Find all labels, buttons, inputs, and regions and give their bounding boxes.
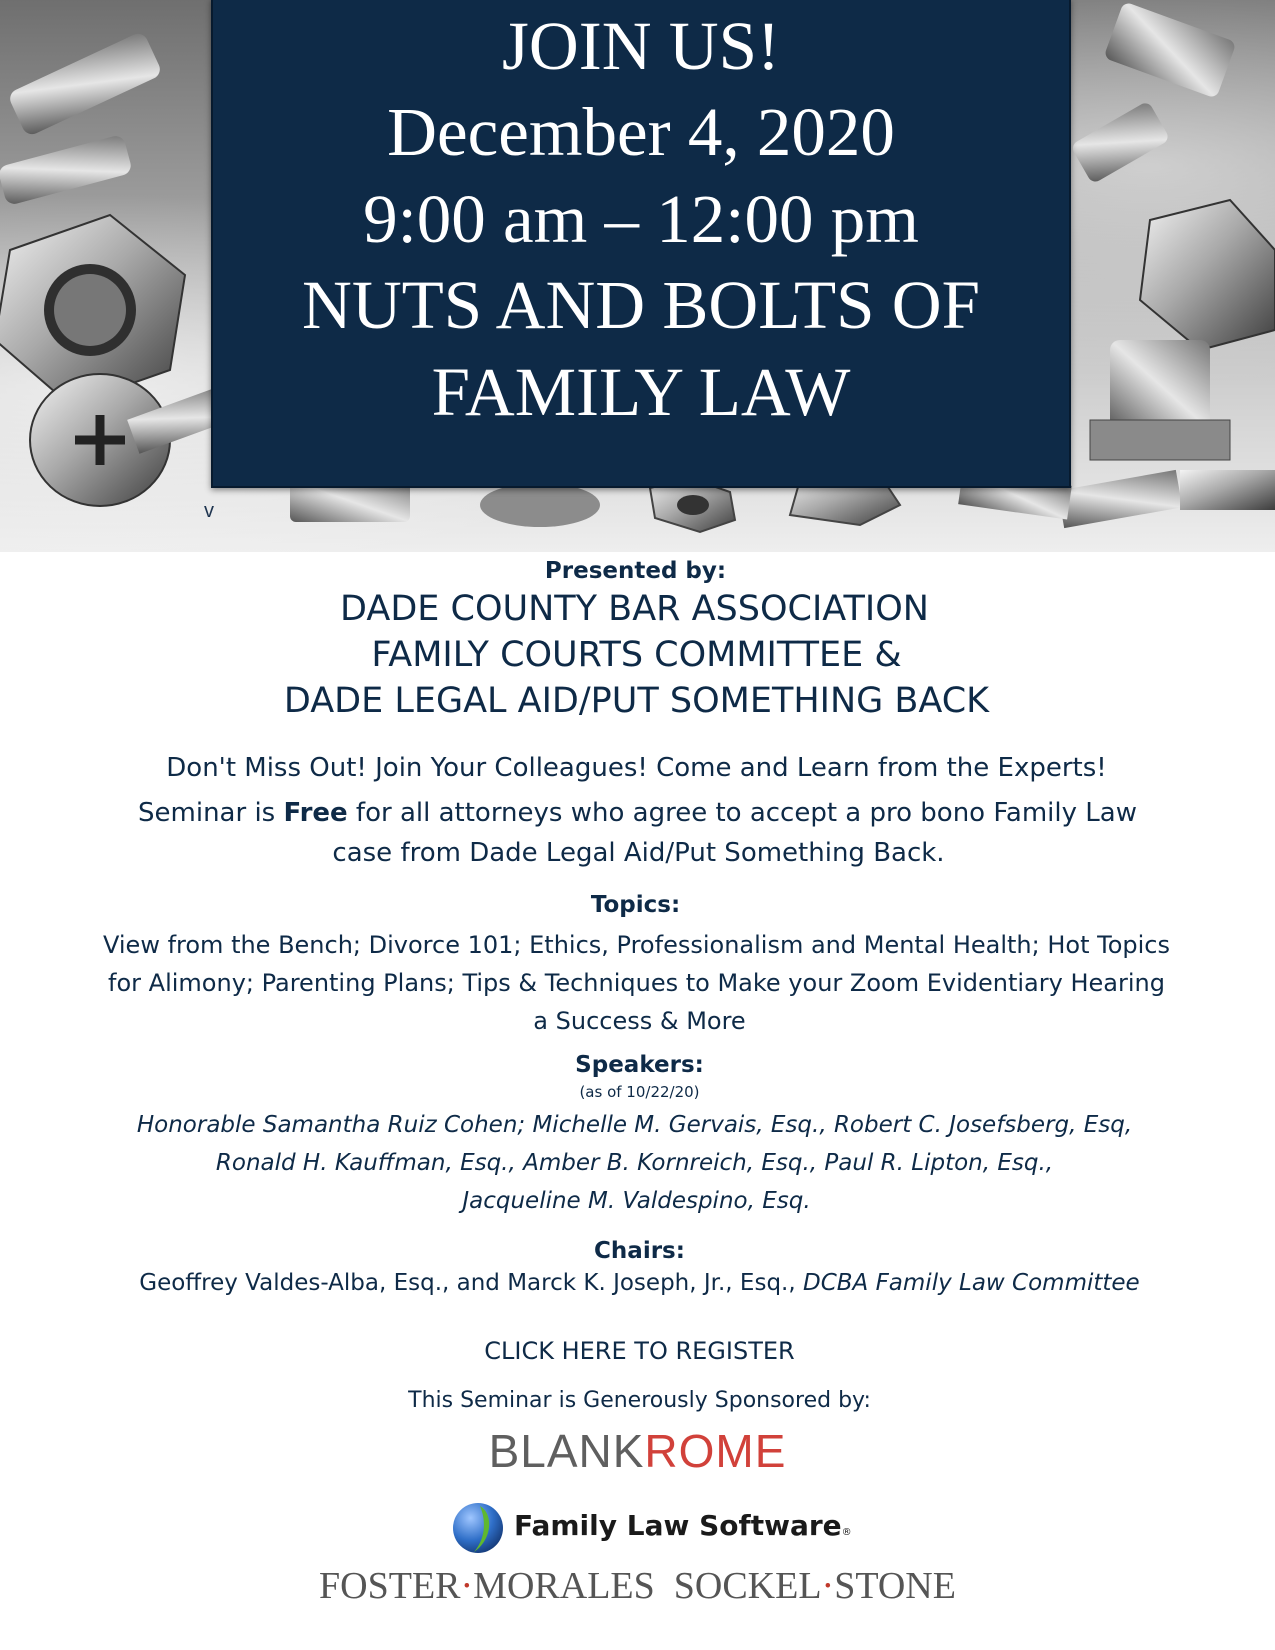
speakers-line2: Ronald H. Kauffman, Esq., Amber B. Kornreich, Esq., Paul R. Lipton, Esq., (215, 1150, 1054, 1176)
topics-line3: a Success & More (533, 1007, 746, 1035)
title-event-line2: FAMILY LAW (431, 354, 851, 430)
title-box (211, 0, 1071, 488)
blank-rome-logo (0, 1425, 1275, 1477)
presented-by-label: Presented by: (544, 558, 727, 584)
family-law-software-logo (450, 1500, 870, 1556)
fms-morales-sockel: MORALES SOCKEL (473, 1565, 822, 1607)
speakers-line3: Jacqueline M. Valdespino, Esq. (462, 1188, 811, 1214)
chairs-committee: DCBA Family Law Committee (802, 1270, 1140, 1296)
org-dade-county-bar: DADE COUNTY BAR ASSOCIATION (340, 589, 929, 629)
chairs-line (2, 1272, 1275, 1295)
free-word: Free (283, 798, 348, 828)
family-law-software-name (514, 1509, 852, 1542)
right-hardware (1058, 1, 1275, 528)
free-suffix: for all attorneys who agree to accept a pro bono Family Law (347, 798, 1137, 828)
fms-dot-2: · (821, 1565, 835, 1607)
title-join-us: JOIN US! (502, 8, 780, 84)
fms-dot-1: · (460, 1565, 474, 1607)
free-seminar-line1 (0, 800, 1275, 826)
sponsors-heading: This Seminar is Generously Sponsored by: (408, 1388, 871, 1413)
left-hardware (0, 31, 243, 506)
free-prefix: Seminar is (138, 798, 284, 828)
chairs-heading: Chairs: (594, 1238, 685, 1264)
fls-mark: ® (841, 1527, 852, 1538)
speakers-line1: Honorable Samantha Ruiz Cohen; Michelle M. Gervais, Esq., Robert C. Josefsberg, Esq, (136, 1112, 1133, 1138)
blank-rome-logo-rome: ROME (644, 1425, 787, 1477)
title-time: 9:00 am – 12:00 pm (363, 181, 919, 257)
free-seminar-line2: case from Dade Legal Aid/Put Something Back. (332, 838, 945, 868)
blank-rome-logo-blank: BLANK (488, 1425, 645, 1477)
title-date: December 4, 2020 (387, 94, 895, 170)
org-dade-legal-aid: DADE LEGAL AID/PUT SOMETHING BACK (283, 681, 990, 721)
speakers-heading: Speakers: (575, 1052, 704, 1078)
fms-stone: STONE (834, 1565, 956, 1607)
topics-line2: for Alimony; Parenting Plans; Tips & Techniques to Make your Zoom Evidentiary Hearing (108, 969, 1165, 997)
foster-morales-sockel-stone-logo (0, 1567, 1275, 1605)
topics-heading: Topics: (590, 892, 681, 918)
register-link[interactable]: CLICK HERE TO REGISTER (484, 1337, 795, 1365)
family-law-software-globe-icon (450, 1500, 506, 1556)
hero-image (0, 0, 1275, 552)
title-event-line1: NUTS AND BOLTS OF (301, 267, 980, 343)
tagline: Don't Miss Out! Join Your Colleagues! Come and Learn from the Experts! (166, 753, 1107, 783)
fls-name-text: Family Law Software (514, 1509, 842, 1542)
fms-foster: FOSTER (319, 1565, 461, 1607)
chairs-names: Geoffrey Valdes-Alba, Esq., and Marck K. Joseph, Jr., Esq., (139, 1270, 803, 1296)
speakers-as-of: (as of 10/22/20) (579, 1083, 700, 1101)
topics-line1: View from the Bench; Divorce 101; Ethics, Professionalism and Mental Health; Hot Topics (103, 931, 1170, 959)
corner-mark: v (204, 500, 214, 522)
org-family-courts-committee: FAMILY COURTS COMMITTEE & (371, 635, 902, 675)
